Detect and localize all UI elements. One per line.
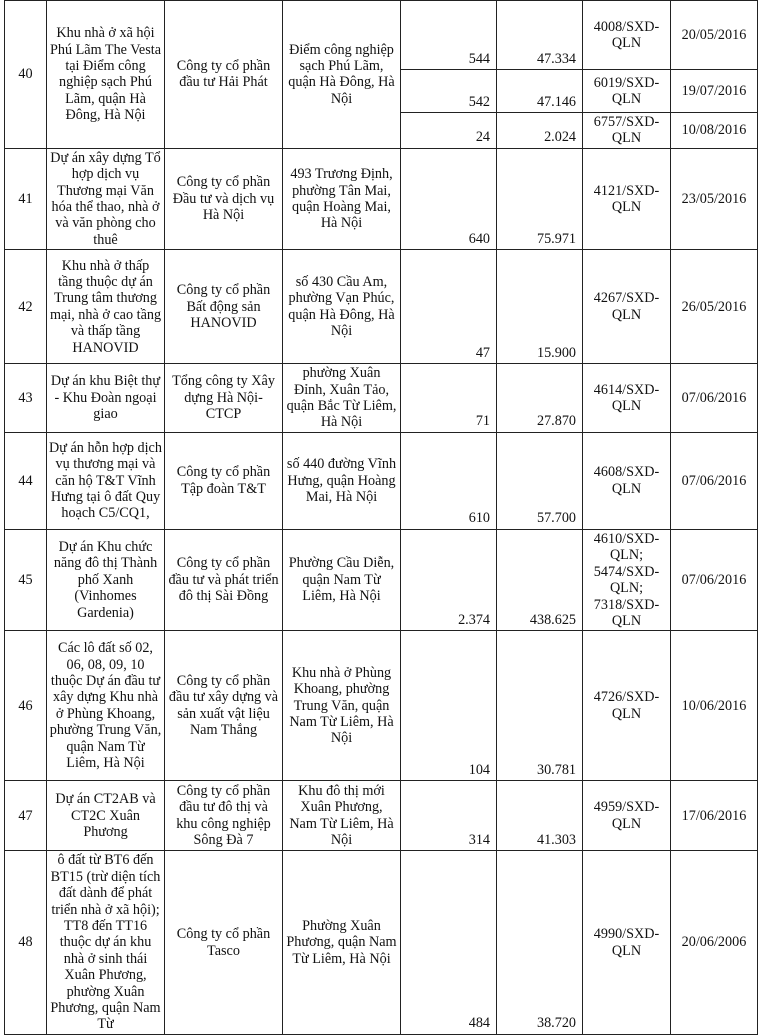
floor-area: 41.303	[497, 781, 583, 851]
unit-count: 542	[401, 70, 497, 113]
table-row	[5, 781, 758, 851]
license-date: 07/06/2016	[671, 432, 758, 529]
row-number: 41	[5, 148, 47, 249]
row-number: 44	[5, 432, 47, 529]
unit-count: 640	[401, 148, 497, 249]
project-location: 493 Trương Định, phường Tân Mai, quận Hoàng Mai, Hà Nội	[283, 148, 401, 249]
row-number: 42	[5, 250, 47, 364]
row-number: 43	[5, 364, 47, 433]
table-row	[5, 631, 758, 781]
investor-name: Công ty cổ phần đầu tư Hải Phát	[165, 1, 283, 149]
project-name: Dự án xây dựng Tổ hợp dịch vụ Thương mại Văn hóa thể thao, nhà ở và văn phòng cho thuê	[47, 148, 165, 249]
table-row	[5, 250, 758, 364]
project-location: số 440 đường Vĩnh Hưng, quận Hoàng Mai, Hà Nội	[283, 432, 401, 529]
license-number: 4121/SXD-QLN	[583, 148, 671, 249]
table-row	[5, 432, 758, 529]
table-row	[5, 148, 758, 249]
project-location: số 430 Cầu Am, phường Vạn Phúc, quận Hà Đông, Hà Nội	[283, 250, 401, 364]
license-number: 4726/SXD-QLN	[583, 631, 671, 781]
row-number: 48	[5, 851, 47, 1034]
floor-area: 57.700	[497, 432, 583, 529]
project-location: Khu nhà ở Phùng Khoang, phường Trung Văn, quận Nam Từ Liêm, Hà Nội	[283, 631, 401, 781]
unit-count: 47	[401, 250, 497, 364]
license-date: 07/06/2016	[671, 529, 758, 630]
license-number: 4008/SXD-QLN	[583, 1, 671, 70]
project-name: Khu nhà ở thấp tầng thuộc dự án Trung tâm thương mại, nhà ở cao tầng và thấp tầng HANOVID	[47, 250, 165, 364]
investor-name: Công ty cổ phần Tập đoàn T&T	[165, 432, 283, 529]
floor-area: 38.720	[497, 851, 583, 1034]
unit-count: 24	[401, 113, 497, 149]
license-date: 10/08/2016	[671, 113, 758, 149]
license-date: 20/05/2016	[671, 1, 758, 70]
unit-count: 484	[401, 851, 497, 1034]
project-location: Phường Xuân Phương, quận Nam Từ Liêm, Hà Nội	[283, 851, 401, 1034]
license-date: 26/05/2016	[671, 250, 758, 364]
investor-name: Công ty cổ phần đầu tư đô thị và khu công nghiệp Sông Đà 7	[165, 781, 283, 851]
floor-area: 27.870	[497, 364, 583, 433]
investor-name: Công ty cổ phần Bất động sản HANOVID	[165, 250, 283, 364]
floor-area: 75.971	[497, 148, 583, 249]
project-name: Dự án khu Biệt thự - Khu Đoàn ngoại giao	[47, 364, 165, 433]
license-date: 17/06/2016	[671, 781, 758, 851]
license-number: 4990/SXD-QLN	[583, 851, 671, 1034]
floor-area: 438.625	[497, 529, 583, 630]
floor-area: 2.024	[497, 113, 583, 149]
investor-name: Công ty cổ phần đầu tư và phát triển đô thị Sài Đồng	[165, 529, 283, 630]
unit-count: 544	[401, 1, 497, 70]
unit-count: 2.374	[401, 529, 497, 630]
project-name: Dự án hỗn hợp dịch vụ thương mại và căn hộ T&T Vĩnh Hưng tại ô đất Quy hoạch C5/CQ1,	[47, 432, 165, 529]
project-location: Phường Cầu Diễn, quận Nam Từ Liêm, Hà Nội	[283, 529, 401, 630]
license-number: 4614/SXD-QLN	[583, 364, 671, 433]
license-date: 10/06/2016	[671, 631, 758, 781]
project-location: Điểm công nghiệp sạch Phú Lãm, quận Hà Đông, Hà Nội	[283, 1, 401, 149]
row-number: 47	[5, 781, 47, 851]
license-number: 6757/SXD-QLN	[583, 113, 671, 149]
project-table	[4, 0, 758, 1035]
table-row	[5, 851, 758, 1034]
project-name: Dự án CT2AB và CT2C Xuân Phương	[47, 781, 165, 851]
license-number: 4267/SXD-QLN	[583, 250, 671, 364]
investor-name: Công ty cổ phần Đầu tư và dịch vụ Hà Nội	[165, 148, 283, 249]
unit-count: 104	[401, 631, 497, 781]
license-number: 4608/SXD-QLN	[583, 432, 671, 529]
project-name: Khu nhà ở xã hội Phú Lãm The Vesta tại Điểm công nghiệp sạch Phú Lãm, quận Hà Đông, Hà Nội	[47, 1, 165, 149]
unit-count: 314	[401, 781, 497, 851]
floor-area: 30.781	[497, 631, 583, 781]
investor-name: Công ty cổ phần đầu tư xây dựng và sản xuất vật liệu Nam Thắng	[165, 631, 283, 781]
license-date: 19/07/2016	[671, 70, 758, 113]
unit-count: 71	[401, 364, 497, 433]
project-name: Các lô đất số 02, 06, 08, 09, 10 thuộc Dự án đầu tư xây dựng Khu nhà ở Phùng Khoang, phường Trung Văn, quận Nam Từ Liêm, Hà Nội	[47, 631, 165, 781]
investor-name: Công ty cổ phần Tasco	[165, 851, 283, 1034]
floor-area: 47.334	[497, 1, 583, 70]
license-number: 4959/SXD-QLN	[583, 781, 671, 851]
license-date: 07/06/2016	[671, 364, 758, 433]
row-number: 40	[5, 1, 47, 149]
project-name: ô đất từ BT6 đến BT15 (trừ diện tích đất dành để phát triển nhà ở xã hội); TT8 đến TT16 thuộc dự án khu nhà ở sinh thái Xuân Phương, phường Xuân Phương, quận Nam Từ	[47, 851, 165, 1034]
row-number: 45	[5, 529, 47, 630]
license-number: 6019/SXD-QLN	[583, 70, 671, 113]
license-date: 23/05/2016	[671, 148, 758, 249]
table-row	[5, 529, 758, 630]
table-row	[5, 1, 758, 70]
investor-name: Tổng công ty Xây dựng Hà Nội-CTCP	[165, 364, 283, 433]
project-name: Dự án Khu chức năng đô thị Thành phố Xanh (Vinhomes Gardenia)	[47, 529, 165, 630]
floor-area: 15.900	[497, 250, 583, 364]
row-number: 46	[5, 631, 47, 781]
unit-count: 610	[401, 432, 497, 529]
project-location: phường Xuân Đỉnh, Xuân Tảo, quận Bắc Từ Liêm, Hà Nội	[283, 364, 401, 433]
table-row	[5, 364, 758, 433]
floor-area: 47.146	[497, 70, 583, 113]
license-number: 4610/SXD-QLN; 5474/SXD-QLN; 7318/SXD-QLN	[583, 529, 671, 630]
license-date: 20/06/2006	[671, 851, 758, 1034]
project-location: Khu đô thị mới Xuân Phương, Nam Từ Liêm, Hà Nội	[283, 781, 401, 851]
